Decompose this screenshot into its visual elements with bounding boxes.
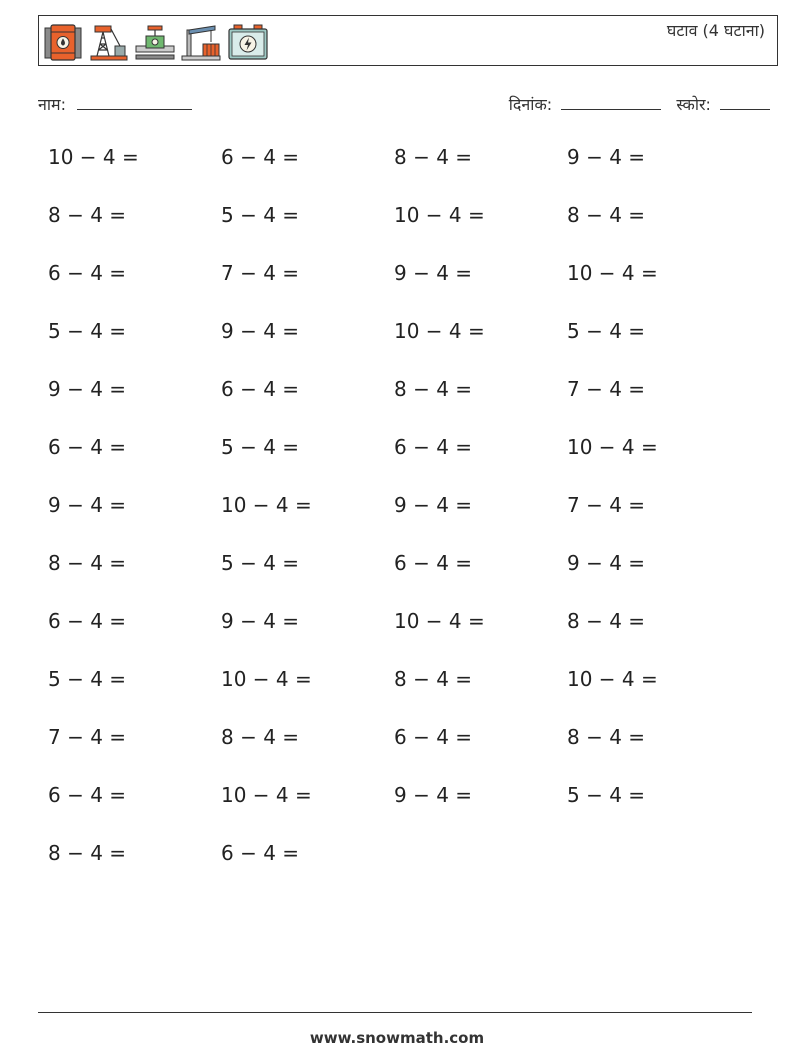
problem-item: 10 − 4 = xyxy=(567,667,658,691)
problem-item: 10 − 4 = xyxy=(394,609,485,633)
problem-item: 8 − 4 = xyxy=(567,203,646,227)
problem-item: 9 − 4 = xyxy=(48,493,127,517)
problem-item: 6 − 4 = xyxy=(221,145,300,169)
problem-row xyxy=(48,261,748,319)
problem-row xyxy=(48,841,748,899)
problem-item: 8 − 4 = xyxy=(48,551,127,575)
problem-item: 8 − 4 = xyxy=(48,841,127,865)
name-field xyxy=(38,93,192,115)
problem-item: 8 − 4 = xyxy=(567,609,646,633)
problem-item: 5 − 4 = xyxy=(48,667,127,691)
score-label: स्कोर: xyxy=(676,95,711,114)
problem-item: 10 − 4 = xyxy=(394,203,485,227)
problem-item: 6 − 4 = xyxy=(48,783,127,807)
problem-item: 9 − 4 = xyxy=(394,493,473,517)
oil-barrel-icon xyxy=(43,22,83,62)
problem-item: 8 − 4 = xyxy=(394,667,473,691)
problem-item: 10 − 4 = xyxy=(221,667,312,691)
problem-item: 6 − 4 = xyxy=(394,725,473,749)
problem-item: 6 − 4 = xyxy=(394,435,473,459)
problem-row xyxy=(48,551,748,609)
problem-row xyxy=(48,493,748,551)
score-blank xyxy=(720,95,770,110)
problem-item: 10 − 4 = xyxy=(221,493,312,517)
pipeline-valve-icon xyxy=(135,22,175,62)
problem-row xyxy=(48,377,748,435)
problem-item: 6 − 4 = xyxy=(221,377,300,401)
problem-item: 10 − 4 = xyxy=(48,145,139,169)
date-blank xyxy=(561,95,661,110)
worksheet-title: घटाव (4 घटाना) xyxy=(666,21,765,40)
problem-row xyxy=(48,725,748,783)
problem-row xyxy=(48,609,748,667)
problem-item: 8 − 4 = xyxy=(394,377,473,401)
problem-item: 5 − 4 = xyxy=(567,783,646,807)
problem-item: 6 − 4 = xyxy=(48,609,127,633)
problem-item: 9 − 4 = xyxy=(48,377,127,401)
problem-item: 9 − 4 = xyxy=(567,551,646,575)
problem-grid xyxy=(48,145,748,899)
problem-item: 9 − 4 = xyxy=(567,145,646,169)
problem-item: 8 − 4 = xyxy=(567,725,646,749)
header-icons xyxy=(43,20,269,62)
worksheet-header xyxy=(38,15,778,66)
problem-item: 10 − 4 = xyxy=(567,261,658,285)
problem-item: 6 − 4 = xyxy=(394,551,473,575)
problem-item: 9 − 4 = xyxy=(221,319,300,343)
problem-row xyxy=(48,203,748,261)
problem-item: 9 − 4 = xyxy=(221,609,300,633)
footer-url: www.snowmath.com xyxy=(309,1029,485,1047)
problem-item: 8 − 4 = xyxy=(221,725,300,749)
problem-item: 6 − 4 = xyxy=(48,435,127,459)
problem-item: 10 − 4 = xyxy=(567,435,658,459)
problem-item: 10 − 4 = xyxy=(394,319,485,343)
footer-divider xyxy=(38,1012,752,1013)
problem-item: 6 − 4 = xyxy=(221,841,300,865)
problem-item: 5 − 4 = xyxy=(567,319,646,343)
problem-item: 10 − 4 = xyxy=(221,783,312,807)
name-blank xyxy=(77,95,192,110)
problem-item: 6 − 4 = xyxy=(48,261,127,285)
problem-item: 5 − 4 = xyxy=(221,435,300,459)
problem-item: 7 − 4 = xyxy=(567,377,646,401)
problem-item: 9 − 4 = xyxy=(394,783,473,807)
battery-icon xyxy=(227,22,269,62)
name-label: नाम: xyxy=(38,95,66,114)
problem-item: 7 − 4 = xyxy=(48,725,127,749)
problem-row xyxy=(48,435,748,493)
problem-item: 9 − 4 = xyxy=(394,261,473,285)
date-score-fields xyxy=(509,93,770,115)
crane-icon xyxy=(181,22,221,62)
problem-item: 5 − 4 = xyxy=(48,319,127,343)
date-label: दिनांक: xyxy=(508,95,553,114)
problem-row xyxy=(48,667,748,725)
problem-row xyxy=(48,145,748,203)
problem-item: 8 − 4 = xyxy=(48,203,127,227)
problem-item: 7 − 4 = xyxy=(221,261,300,285)
problem-row xyxy=(48,319,748,377)
problem-row xyxy=(48,783,748,841)
problem-item: 8 − 4 = xyxy=(394,145,473,169)
problem-item: 5 − 4 = xyxy=(221,551,300,575)
problem-item: 7 − 4 = xyxy=(567,493,646,517)
problem-item: 5 − 4 = xyxy=(221,203,300,227)
oil-derrick-icon xyxy=(89,22,129,62)
